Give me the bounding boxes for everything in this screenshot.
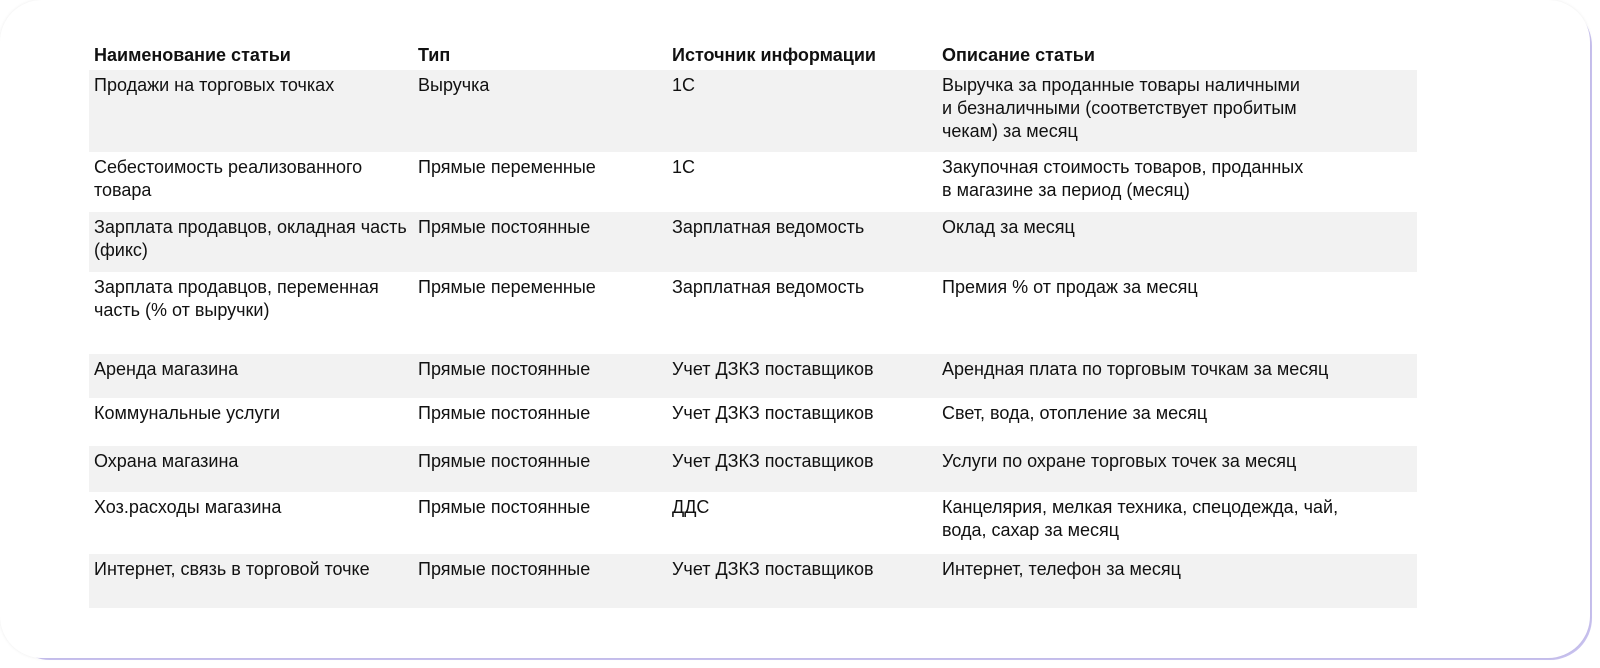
cell-description: Услуги по охране торговых точек за месяц xyxy=(937,446,1417,492)
cell-description: Премия % от продаж за месяц xyxy=(942,277,1198,297)
cell-description: Арендная плата по торговым точкам за месяц xyxy=(937,354,1417,398)
cell-name: Зарплата продавцов, окладная часть (фикс) xyxy=(89,212,413,272)
column-header-type: Тип xyxy=(418,45,451,65)
table-row xyxy=(89,398,1417,446)
table-row xyxy=(89,354,1417,398)
cell-description: Выручка за проданные товары наличными и безналичными (соответствует пробитым чекам) за месяц xyxy=(937,70,1417,152)
table-row xyxy=(89,446,1417,492)
cell-description: Свет, вода, отопление за месяц xyxy=(942,403,1208,423)
cell-type: Прямые переменные xyxy=(418,277,596,297)
cell-type: Прямые постоянные xyxy=(413,354,667,398)
cell-source: Зарплатная ведомость xyxy=(672,277,865,297)
table-row xyxy=(89,212,1417,272)
cell-description: Оклад за месяц xyxy=(937,212,1417,272)
cell-description: Закупочная стоимость товаров, проданных в магазине за период (месяц) xyxy=(942,157,1304,200)
cell-type: Прямые постоянные xyxy=(413,554,667,608)
table-row xyxy=(89,554,1417,608)
cell-type: Выручка xyxy=(413,70,667,152)
articles-table xyxy=(89,44,1417,608)
table-row xyxy=(89,70,1417,152)
cell-source: ДДС xyxy=(672,497,710,517)
cell-type: Прямые постоянные xyxy=(418,497,591,517)
cell-source: 1С xyxy=(672,157,696,177)
table-row xyxy=(89,272,1417,354)
cell-source: 1С xyxy=(667,70,937,152)
cell-source: Учет ДЗКЗ поставщиков xyxy=(672,403,874,423)
cell-description: Канцелярия, мелкая техника, спецодежда, чай, вода, сахар за месяц xyxy=(942,497,1339,540)
cell-name: Себестоимость реализованного товара xyxy=(94,157,363,200)
cell-name: Продажи на торговых точках xyxy=(89,70,413,152)
cell-name: Зарплата продавцов, переменная часть (% от выручки) xyxy=(94,277,379,320)
cell-description: Интернет, телефон за месяц xyxy=(937,554,1417,608)
table-row xyxy=(89,492,1417,554)
column-header-description: Описание статьи xyxy=(942,45,1095,65)
cell-source: Зарплатная ведомость xyxy=(667,212,937,272)
cell-name: Аренда магазина xyxy=(89,354,413,398)
column-header-name: Наименование статьи xyxy=(94,45,291,65)
cell-source: Учет ДЗКЗ поставщиков xyxy=(667,554,937,608)
cell-name: Хоз.расходы магазина xyxy=(94,497,282,517)
cell-name: Коммунальные услуги xyxy=(94,403,281,423)
cell-source: Учет ДЗКЗ поставщиков xyxy=(667,446,937,492)
cell-type: Прямые постоянные xyxy=(418,403,591,423)
table-header-row xyxy=(89,44,1417,70)
cell-source: Учет ДЗКЗ поставщиков xyxy=(667,354,937,398)
cell-type: Прямые постоянные xyxy=(413,446,667,492)
column-header-source: Источник информации xyxy=(672,45,876,65)
cell-name: Охрана магазина xyxy=(89,446,413,492)
cell-type: Прямые переменные xyxy=(418,157,596,177)
table-row xyxy=(89,152,1417,212)
cell-name: Интернет, связь в торговой точке xyxy=(89,554,413,608)
cell-type: Прямые постоянные xyxy=(413,212,667,272)
